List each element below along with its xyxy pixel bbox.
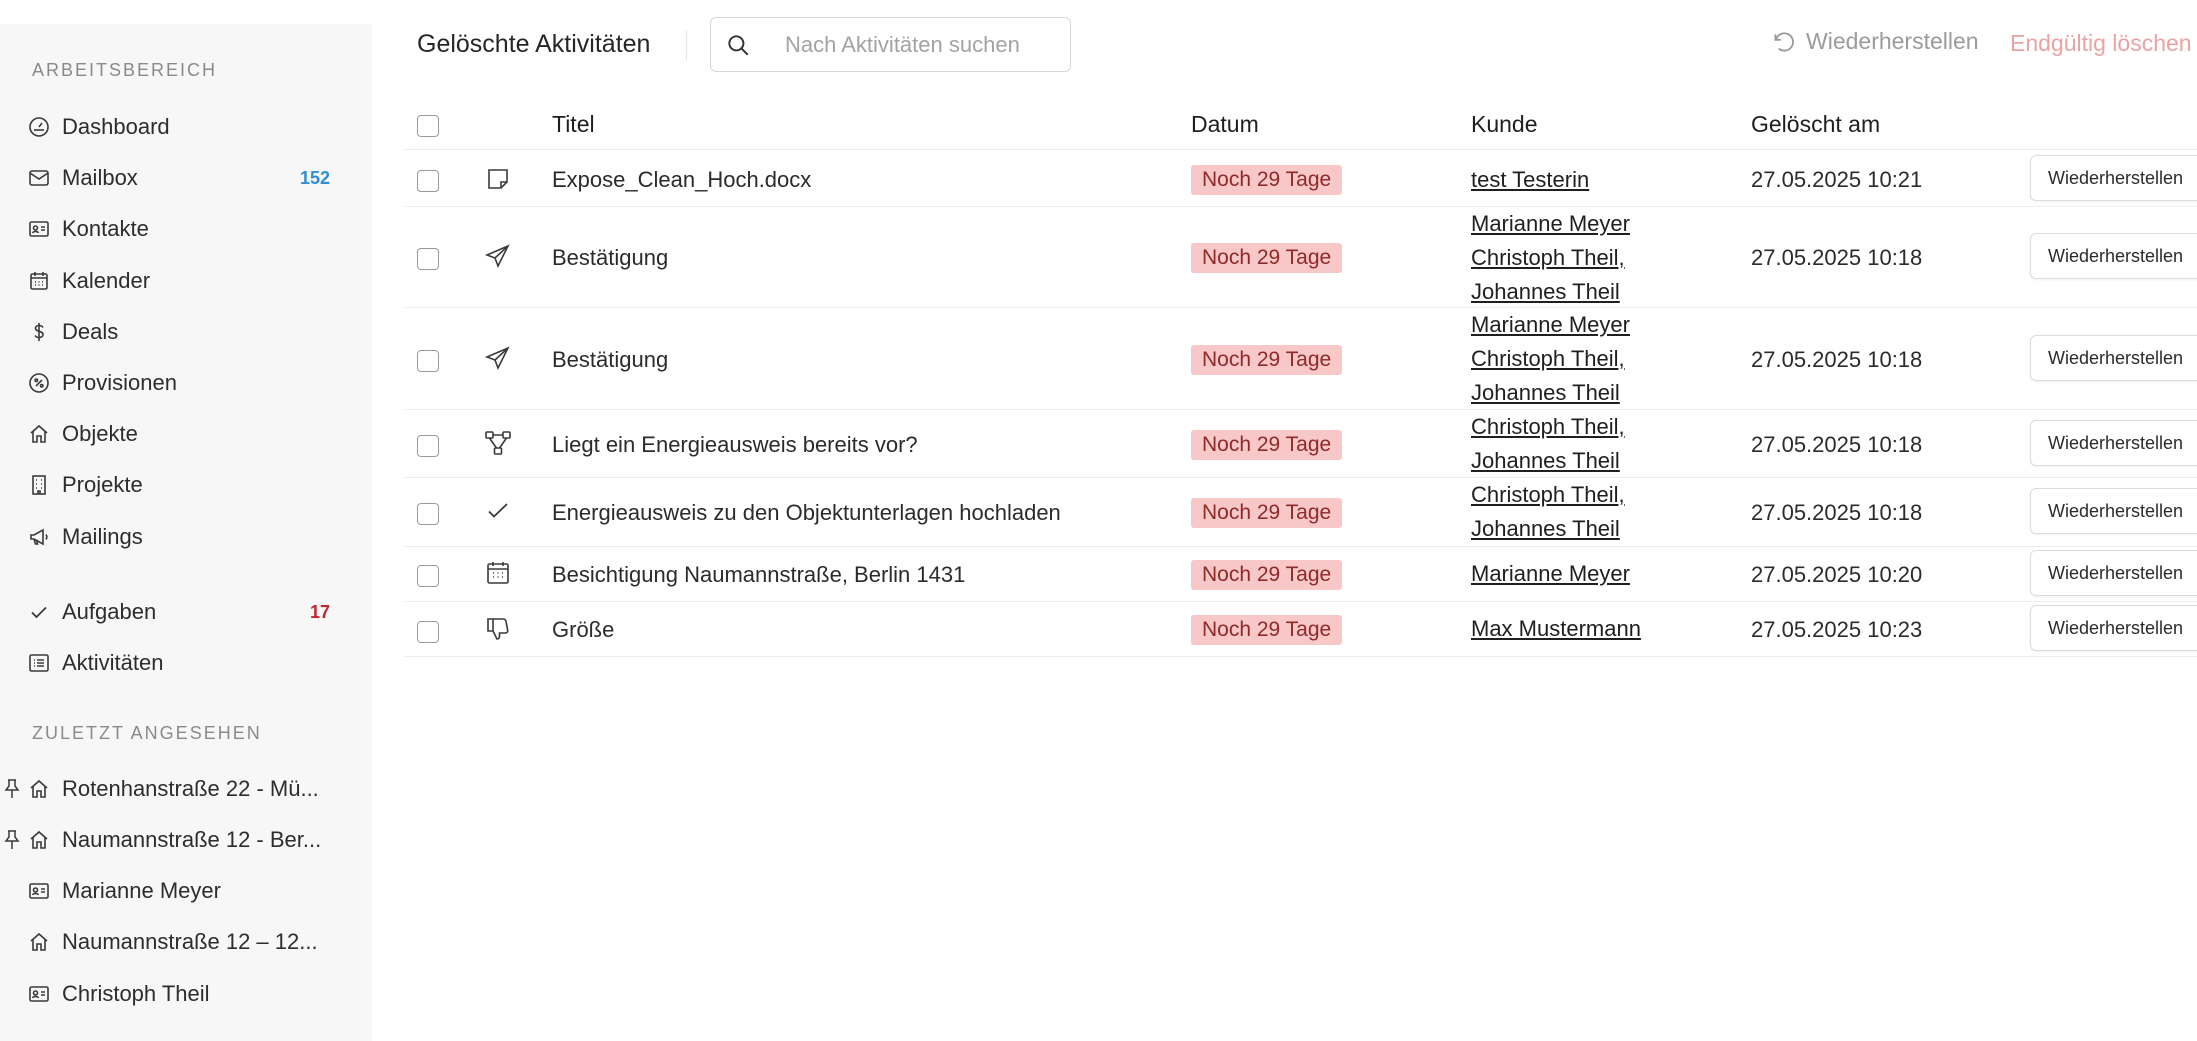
sidebar-item-deals[interactable] — [0, 307, 372, 357]
customer-link[interactable]: Johannes Theil — [1471, 516, 1620, 541]
house-icon — [26, 827, 52, 853]
select-all-checkbox[interactable] — [417, 115, 439, 137]
sidebar-item-kalender[interactable] — [0, 256, 372, 306]
calendar-icon — [484, 559, 514, 589]
workflow-icon — [484, 429, 514, 459]
header-divider-line — [405, 149, 2197, 150]
building-icon — [26, 472, 52, 498]
retention-badge: Noch 29 Tage — [1191, 615, 1342, 645]
retention-badge: Noch 29 Tage — [1191, 243, 1342, 273]
house-icon — [26, 929, 52, 955]
deleted-at: 27.05.2025 10:18 — [1751, 432, 1923, 457]
row-checkbox[interactable] — [417, 503, 439, 525]
search-box — [710, 17, 1071, 72]
customer-cell — [1471, 410, 1625, 478]
deleted-at: 27.05.2025 10:23 — [1751, 617, 1923, 642]
mailbox-count-badge: 152 — [299, 167, 330, 188]
check-icon — [26, 599, 52, 625]
contact-card-icon — [26, 878, 52, 904]
sidebar-item-label: Mailbox — [62, 165, 138, 190]
percent-icon — [26, 370, 52, 396]
row-checkbox[interactable] — [417, 248, 439, 270]
sidebar-item-mailings[interactable] — [0, 512, 372, 562]
sidebar-item-projekte[interactable] — [0, 460, 372, 510]
recent-item-label: Naumannstraße 12 – 12... — [62, 929, 318, 954]
recent-item-naumannstrasse-12[interactable] — [0, 917, 372, 967]
row-restore-button[interactable]: Wiederherstellen — [2030, 605, 2197, 651]
row-restore-button[interactable]: Wiederherstellen — [2030, 155, 2197, 201]
sidebar-item-label: Projekte — [62, 472, 143, 497]
activity-title[interactable]: Bestätigung — [552, 347, 669, 372]
sidebar-item-label: Aufgaben — [62, 599, 157, 624]
deleted-at: 27.05.2025 10:18 — [1751, 500, 1923, 525]
customer-link[interactable]: Max Mustermann — [1471, 616, 1641, 641]
recent-item-christoph-theil[interactable] — [0, 969, 372, 1019]
customer-link[interactable]: Marianne Meyer — [1471, 312, 1630, 337]
pin-icon[interactable] — [2, 829, 22, 851]
deleted-at: 27.05.2025 10:18 — [1751, 245, 1923, 270]
megaphone-icon — [26, 524, 52, 550]
note-icon — [484, 165, 514, 195]
sidebar-item-dashboard[interactable] — [0, 102, 372, 152]
sidebar-item-aktivitaeten[interactable] — [0, 638, 372, 688]
customer-link[interactable]: Marianne Meyer — [1471, 561, 1630, 586]
customer-link[interactable]: Christoph Theil, — [1471, 245, 1625, 270]
paper-plane-icon — [484, 242, 514, 272]
retention-badge: Noch 29 Tage — [1191, 498, 1342, 528]
row-restore-button[interactable]: Wiederherstellen — [2030, 233, 2197, 279]
recent-item-rotenhanstrasse[interactable] — [0, 764, 372, 814]
row-checkbox[interactable] — [417, 435, 439, 457]
recent-item-label: Marianne Meyer — [62, 878, 221, 903]
customer-link[interactable]: Christoph Theil, — [1471, 346, 1625, 371]
column-header-deleted-at[interactable]: Gelöscht am — [1751, 111, 1881, 137]
deleted-at: 27.05.2025 10:18 — [1751, 347, 1923, 372]
row-checkbox[interactable] — [417, 621, 439, 643]
column-header-customer[interactable]: Kunde — [1471, 111, 1538, 137]
aufgaben-count-badge: 17 — [309, 601, 330, 622]
row-divider — [405, 206, 2197, 207]
activity-title[interactable]: Energieausweis zu den Objektunterlagen hochladen — [552, 500, 1061, 525]
deleted-at: 27.05.2025 10:20 — [1751, 562, 1923, 587]
row-divider — [405, 409, 2197, 410]
row-divider — [405, 477, 2197, 478]
section-title-workspace: ARBEITSBEREICH — [32, 60, 218, 80]
customer-cell — [1471, 207, 1630, 309]
row-divider — [405, 601, 2197, 602]
retention-badge: Noch 29 Tage — [1191, 345, 1342, 375]
sidebar — [0, 24, 372, 1041]
activity-title[interactable]: Liegt ein Energieausweis bereits vor? — [552, 432, 918, 457]
header-delete-permanently-button[interactable]: Endgültig löschen — [2010, 30, 2192, 56]
sidebar-item-kontakte[interactable] — [0, 204, 372, 254]
activity-title[interactable]: Bestätigung — [552, 245, 669, 270]
customer-link[interactable]: Johannes Theil — [1471, 380, 1620, 405]
retention-badge: Noch 29 Tage — [1191, 165, 1342, 195]
sidebar-item-label: Deals — [62, 319, 119, 344]
column-header-date[interactable]: Datum — [1191, 111, 1259, 137]
recent-item-marianne-meyer[interactable] — [0, 866, 372, 916]
row-checkbox[interactable] — [417, 170, 439, 192]
row-restore-button[interactable]: Wiederherstellen — [2030, 488, 2197, 534]
retention-badge: Noch 29 Tage — [1191, 560, 1342, 590]
header-restore-button[interactable] — [1770, 28, 1979, 55]
dollar-icon — [26, 319, 52, 345]
customer-link[interactable]: Christoph Theil, — [1471, 482, 1625, 507]
header-divider — [686, 30, 687, 60]
search-input[interactable] — [785, 30, 1055, 60]
customer-cell — [1471, 478, 1625, 546]
customer-link[interactable]: Johannes Theil — [1471, 448, 1620, 473]
customer-cell — [1471, 308, 1630, 410]
house-icon — [26, 421, 52, 447]
list-icon — [26, 650, 52, 676]
sidebar-item-label: Aktivitäten — [62, 650, 164, 675]
sidebar-item-label: Dashboard — [62, 114, 170, 139]
section-title-recent: ZULETZT ANGESEHEN — [32, 723, 262, 743]
row-restore-button[interactable]: Wiederherstellen — [2030, 335, 2197, 381]
row-checkbox[interactable] — [417, 565, 439, 587]
row-restore-button[interactable]: Wiederherstellen — [2030, 550, 2197, 596]
activity-title[interactable]: Größe — [552, 617, 615, 642]
recent-item-label: Rotenhanstraße 22 - Mü... — [62, 776, 319, 801]
recent-item-label: Christoph Theil — [62, 981, 210, 1006]
activity-title[interactable]: Expose_Clean_Hoch.docx — [552, 167, 812, 192]
row-divider — [405, 307, 2197, 308]
contact-card-icon — [26, 216, 52, 242]
thumbs-down-icon — [484, 615, 514, 645]
customer-cell — [1471, 163, 1589, 197]
contact-card-icon — [26, 981, 52, 1007]
search-icon — [725, 32, 751, 58]
row-divider — [405, 546, 2197, 547]
dashboard-icon — [26, 114, 52, 140]
customer-cell — [1471, 557, 1630, 591]
check-icon — [484, 497, 514, 527]
page-title: Gelöschte Aktivitäten — [417, 30, 651, 58]
sidebar-item-aufgaben[interactable] — [0, 587, 372, 637]
recent-item-naumannstrasse-berlin[interactable] — [0, 815, 372, 865]
sidebar-item-mailbox[interactable] — [0, 153, 372, 203]
customer-link[interactable]: Marianne Meyer — [1471, 211, 1630, 236]
customer-link[interactable]: Christoph Theil, — [1471, 414, 1625, 439]
sidebar-item-label: Kontakte — [62, 216, 149, 241]
row-checkbox[interactable] — [417, 350, 439, 372]
retention-badge: Noch 29 Tage — [1191, 430, 1342, 460]
sidebar-item-objekte[interactable] — [0, 409, 372, 459]
sidebar-item-label: Objekte — [62, 421, 138, 446]
mail-icon — [26, 165, 52, 191]
paper-plane-icon — [484, 344, 514, 374]
row-restore-button[interactable]: Wiederherstellen — [2030, 420, 2197, 466]
activity-title[interactable]: Besichtigung Naumannstraße, Berlin 1431 — [552, 562, 966, 587]
recent-item-label: Naumannstraße 12 - Ber... — [62, 827, 322, 852]
sidebar-item-label: Mailings — [62, 524, 143, 549]
calendar-icon — [26, 268, 52, 294]
pin-icon[interactable] — [2, 778, 22, 800]
customer-link[interactable]: Johannes Theil — [1471, 279, 1620, 304]
sidebar-item-label: Kalender — [62, 268, 151, 293]
undo-icon — [1770, 29, 1796, 55]
house-icon — [26, 776, 52, 802]
column-header-title[interactable]: Titel — [552, 111, 595, 137]
row-divider — [405, 656, 2197, 657]
customer-link[interactable]: test Testerin — [1471, 167, 1590, 192]
customer-cell — [1471, 612, 1641, 646]
sidebar-item-provisionen[interactable] — [0, 358, 372, 408]
sidebar-item-label: Provisionen — [62, 370, 177, 395]
header-restore-label: Wiederherstellen — [1806, 28, 1979, 54]
deleted-at: 27.05.2025 10:21 — [1751, 167, 1923, 192]
